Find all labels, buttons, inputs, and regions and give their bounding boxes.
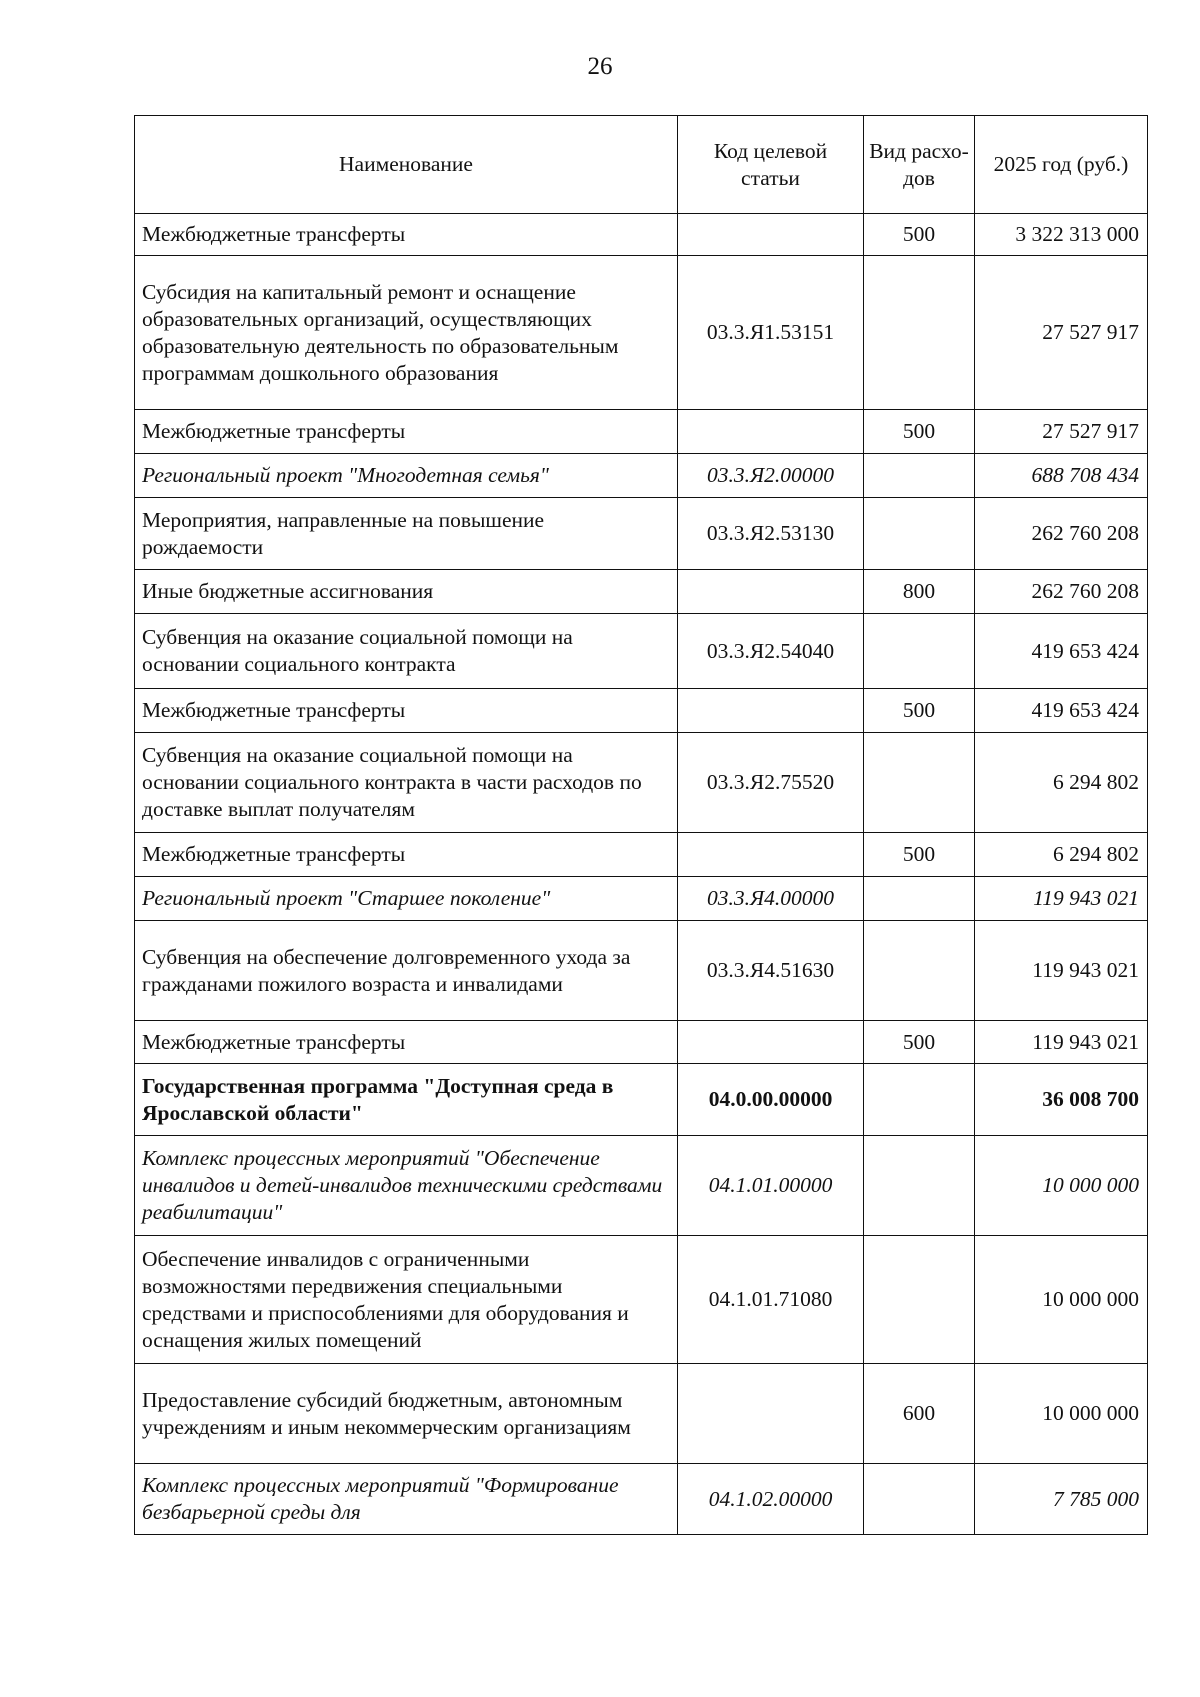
table-row [135,454,1148,498]
table-row [135,614,1148,689]
cell-kind: 500 [864,214,975,256]
cell-sum: 688 708 434 [975,454,1148,498]
budget-table [134,115,1148,1535]
cell-code [678,214,864,256]
cell-name: Государственная программа "Доступная среда в Ярославской области" [135,1064,678,1136]
cell-sum: 262 760 208 [975,498,1148,570]
cell-code [678,1364,864,1464]
cell-name: Субвенция на обеспечение долговременного ухода за гражданами пожилого возраста и инвалидами [135,921,678,1021]
table-row [135,256,1148,410]
cell-sum: 419 653 424 [975,614,1148,689]
table-row [135,689,1148,733]
table-row [135,498,1148,570]
cell-kind [864,256,975,410]
table-row [135,214,1148,256]
cell-kind [864,1136,975,1236]
cell-kind [864,733,975,833]
cell-name: Межбюджетные трансферты [135,1021,678,1064]
table-row [135,733,1148,833]
cell-sum: 3 322 313 000 [975,214,1148,256]
cell-name: Обеспечение инвалидов с ограниченными возможностями передвижения специальными средствами и приспособлениями для оборудования и оснащения жилых помещений [135,1236,678,1364]
cell-name: Межбюджетные трансферты [135,689,678,733]
table-row [135,410,1148,454]
cell-kind [864,614,975,689]
table-row [135,1021,1148,1064]
cell-sum: 7 785 000 [975,1464,1148,1535]
cell-sum: 419 653 424 [975,689,1148,733]
cell-name: Субсидия на капитальный ремонт и оснащение образовательных организаций, осуществляющих образовательную деятельность по образовательным программам дошкольного образования [135,256,678,410]
table-row [135,877,1148,921]
cell-kind: 800 [864,570,975,614]
table-body [135,214,1148,1535]
cell-kind [864,498,975,570]
cell-code: 03.3.Я2.00000 [678,454,864,498]
cell-kind: 500 [864,410,975,454]
cell-name: Иные бюджетные ассигнования [135,570,678,614]
cell-code: 03.3.Я2.54040 [678,614,864,689]
cell-code [678,689,864,733]
cell-sum: 10 000 000 [975,1136,1148,1236]
cell-code: 04.1.01.71080 [678,1236,864,1364]
cell-code: 03.3.Я4.51630 [678,921,864,1021]
cell-sum: 10 000 000 [975,1236,1148,1364]
table-row [135,1236,1148,1364]
table-row [135,1364,1148,1464]
header-sum: 2025 год (руб.) [975,116,1148,214]
cell-code: 03.3.Я2.75520 [678,733,864,833]
cell-code [678,1021,864,1064]
cell-name: Комплекс процессных мероприятий "Формирование безбарьерной среды для [135,1464,678,1535]
cell-kind [864,921,975,1021]
cell-sum: 119 943 021 [975,921,1148,1021]
cell-name: Предоставление субсидий бюджетным, автономным учреждениям и иным некоммерческим организациям [135,1364,678,1464]
cell-name: Комплекс процессных мероприятий "Обеспечение инвалидов и детей-инвалидов техническими средствами реабилитации" [135,1136,678,1236]
cell-name: Межбюджетные трансферты [135,833,678,877]
header-code: Код целевой статьи [678,116,864,214]
cell-sum: 27 527 917 [975,410,1148,454]
cell-sum: 119 943 021 [975,877,1148,921]
cell-kind: 600 [864,1364,975,1464]
table-row [135,570,1148,614]
cell-name: Межбюджетные трансферты [135,410,678,454]
cell-kind [864,454,975,498]
cell-sum: 10 000 000 [975,1364,1148,1464]
table-row [135,921,1148,1021]
cell-kind [864,1236,975,1364]
cell-kind [864,1464,975,1535]
cell-code [678,570,864,614]
cell-sum: 27 527 917 [975,256,1148,410]
cell-sum: 6 294 802 [975,833,1148,877]
cell-code: 03.3.Я2.53130 [678,498,864,570]
cell-kind [864,1064,975,1136]
cell-kind: 500 [864,833,975,877]
table-row [135,833,1148,877]
cell-name: Субвенция на оказание социальной помощи на основании социального контракта [135,614,678,689]
cell-code: 04.1.02.00000 [678,1464,864,1535]
table-row [135,1136,1148,1236]
cell-sum: 119 943 021 [975,1021,1148,1064]
cell-name: Региональный проект "Старшее поколение" [135,877,678,921]
cell-kind: 500 [864,1021,975,1064]
table-header-row [135,116,1148,214]
page-number: 26 [587,53,613,80]
cell-sum: 6 294 802 [975,733,1148,833]
cell-sum: 262 760 208 [975,570,1148,614]
cell-kind [864,877,975,921]
table-row [135,1064,1148,1136]
cell-code: 03.3.Я1.53151 [678,256,864,410]
cell-code: 03.3.Я4.00000 [678,877,864,921]
cell-name: Региональный проект "Многодетная семья" [135,454,678,498]
header-kind: Вид расхо-дов [864,116,975,214]
table-row [135,1464,1148,1535]
cell-name: Межбюджетные трансферты [135,214,678,256]
cell-name: Мероприятия, направленные на повышение рождаемости [135,498,678,570]
header-name: Наименование [135,116,678,214]
cell-code [678,410,864,454]
cell-code: 04.0.00.00000 [678,1064,864,1136]
cell-sum: 36 008 700 [975,1064,1148,1136]
cell-code: 04.1.01.00000 [678,1136,864,1236]
cell-code [678,833,864,877]
cell-name: Субвенция на оказание социальной помощи на основании социального контракта в части расходов по доставке выплат получателям [135,733,678,833]
cell-kind: 500 [864,689,975,733]
